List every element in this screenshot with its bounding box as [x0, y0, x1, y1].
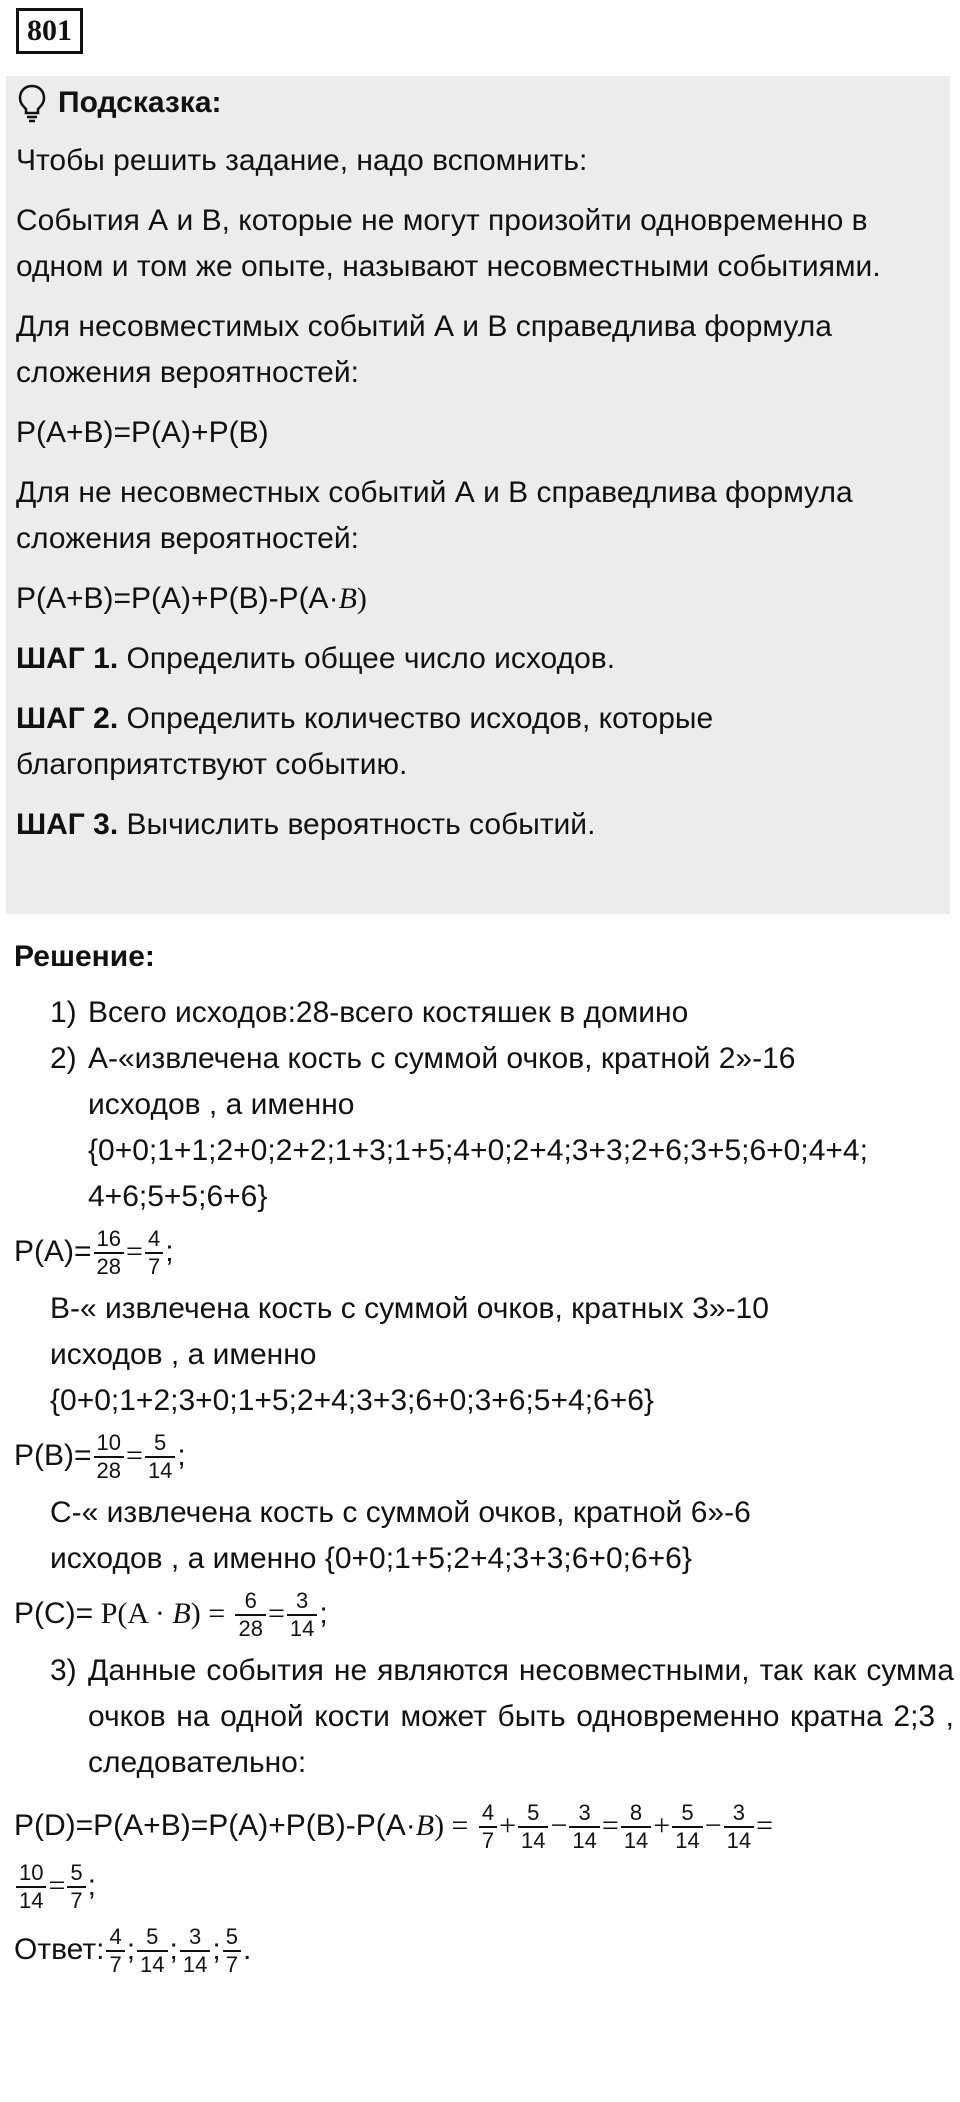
item-text: исходов , а именно: [88, 1088, 355, 1121]
fraction: $\frac{5}{14}$: [145, 1430, 175, 1484]
formula2-intro: Для не несовместных событий А и В справедлива формула сложения вероятностей:: [16, 476, 853, 555]
item-number: 1): [50, 996, 77, 1029]
fraction: $\frac{4}{7}$: [106, 1924, 124, 1978]
solution: [14, 934, 954, 1984]
formula2: [16, 576, 940, 622]
event-b-text: В-« извлечена кость с суммой очков, кратных 3»-10: [50, 1292, 769, 1325]
separator: ;: [169, 1932, 178, 1966]
event-b-text: {0+0;1+2;3+0;1+5;2+4;3+3;6+0;3+6;5+4;6+6}: [50, 1384, 654, 1417]
item-number: 3): [50, 1654, 77, 1687]
operator: =: [601, 1808, 619, 1842]
hint-header: [16, 80, 940, 126]
formula2-prefix: P(A+B)=P(A)+P(B)-P(A·: [16, 582, 339, 615]
solution-item-1: [50, 990, 954, 1036]
fraction: $\frac{10}{14}$: [16, 1860, 46, 1914]
fraction: $\frac{5}{7}$: [67, 1860, 85, 1914]
hint-panel: [6, 76, 950, 914]
fraction: $\frac{3}{14}$: [180, 1924, 210, 1978]
operator: =: [756, 1808, 774, 1842]
probability-b: P(B)= $\frac{10}{28}$ = $\frac{5}{14}$ ;: [14, 1430, 186, 1483]
probability-c: P(C)= P(A · B) = $\frac{6}{28}$ = $\frac{3}{14}$ ;: [14, 1588, 328, 1641]
formula2-suffix: ): [356, 582, 367, 615]
formula1: P(A+B)=P(A)+P(B): [16, 416, 269, 449]
lightbulb-icon: [16, 83, 48, 123]
item-text: {0+0;1+1;2+0;2+2;1+3;1+5;4+0;2+4;3+3;2+6;3+5;6+0;4+4;: [88, 1134, 868, 1167]
operator: +: [499, 1808, 516, 1842]
fraction: $\frac{8}{14}$: [621, 1800, 651, 1854]
item-text: Всего исходов:28-всего костяшек в домино: [88, 996, 689, 1029]
step-2-text: Определить количество исходов, которые благоприятствуют событию.: [16, 702, 714, 781]
step-3: [16, 802, 940, 848]
operator: −: [550, 1808, 568, 1842]
event-b: [50, 1286, 954, 1424]
probability-d-result: $\frac{10}{14}$ = $\frac{5}{7}$ ;: [14, 1860, 954, 1914]
fraction: $\frac{4}{7}$: [145, 1226, 163, 1280]
hint-intro: Чтобы решить задание, надо вспомнить:: [16, 144, 588, 177]
step-2-label: ШАГ 2.: [16, 702, 119, 735]
fraction: $\frac{3}{14}$: [287, 1588, 317, 1642]
step-2: [16, 696, 940, 788]
fraction: $\frac{3}{14}$: [569, 1800, 599, 1854]
step-1-label: ШАГ 1.: [16, 642, 119, 675]
pc-label: P(C)=: [14, 1596, 94, 1630]
item-text: А-«извлечена кость с суммой очков, кратной 2»-16: [88, 1042, 796, 1075]
step-1-text: Определить общее число исходов.: [118, 642, 616, 675]
pa-label: P(A)=: [14, 1234, 92, 1268]
fraction: $\frac{5}{7}$: [223, 1924, 241, 1978]
step-1: [16, 636, 940, 682]
operator: −: [704, 1808, 722, 1842]
formula2-b: B: [338, 582, 357, 615]
fraction: $\frac{5}{14}$: [137, 1924, 167, 1978]
hint-definition: События А и В, которые не могут произойти одновременно в одном и том же опыте, называют несовместными событиями.: [16, 204, 881, 283]
operator: +: [653, 1808, 671, 1842]
fraction: $\frac{10}{28}$: [94, 1430, 124, 1484]
event-c-text: С-« извлечена кость с суммой очков, кратной 6»-6: [50, 1496, 751, 1529]
event-c-text: исходов , а именно {0+0;1+5;2+4;3+3;6+0;6+6}: [50, 1542, 692, 1575]
fraction: $\frac{3}{14}$: [724, 1800, 754, 1854]
separator: .: [242, 1932, 252, 1966]
pd-prefix: P(D)=P(A+B)=P(A)+P(B)-P(A·: [14, 1808, 416, 1842]
item-text: 4+6;5+5;6+6}: [88, 1180, 268, 1213]
fraction: $\frac{16}{28}$: [94, 1226, 124, 1280]
solution-item-2: [50, 1036, 954, 1220]
item-text: Данные события не являются несовместными, так как сумма очков на одной кости может быть одновременно кратна 2;3 , следовательно:: [88, 1654, 954, 1779]
probability-d: P(D)=P(A+B)=P(A)+P(B)-P(A·B) = $\frac{4}{7}$ + $\frac{5}{14}$ − $\frac{3}{14}$ = $\frac{8}{14}$ + $\frac{5}{14}$ − $\frac{3}{14}$ =: [14, 1800, 774, 1853]
separator: ;: [212, 1932, 221, 1966]
fraction: $\frac{5}{14}$: [518, 1800, 548, 1854]
solution-title: Решение:: [14, 940, 155, 973]
fraction: $\frac{5}{14}$: [672, 1800, 702, 1854]
fraction: $\frac{4}{7}$: [479, 1800, 497, 1854]
task-number: 801: [16, 8, 83, 54]
formula1-intro: Для несовместимых событий А и В справедлива формула сложения вероятностей:: [16, 310, 832, 389]
step-3-label: ШАГ 3.: [16, 808, 119, 841]
separator: ;: [126, 1932, 136, 1966]
item-number: 2): [50, 1042, 77, 1075]
probability-a: P(A)= $\frac{16}{28}$ = $\frac{4}{7}$ ;: [14, 1226, 174, 1279]
step-3-text: Вычислить вероятность событий.: [118, 808, 596, 841]
pb-label: P(B)=: [14, 1438, 92, 1472]
fraction: $\frac{6}{28}$: [235, 1588, 265, 1642]
solution-item-3: [50, 1648, 954, 1786]
event-b-text: исходов , а именно: [50, 1338, 317, 1371]
hint-title: Подсказка:: [58, 86, 222, 119]
event-c: [50, 1490, 954, 1582]
answer: [14, 1924, 954, 1978]
answer-label: Ответ:: [14, 1932, 105, 1966]
